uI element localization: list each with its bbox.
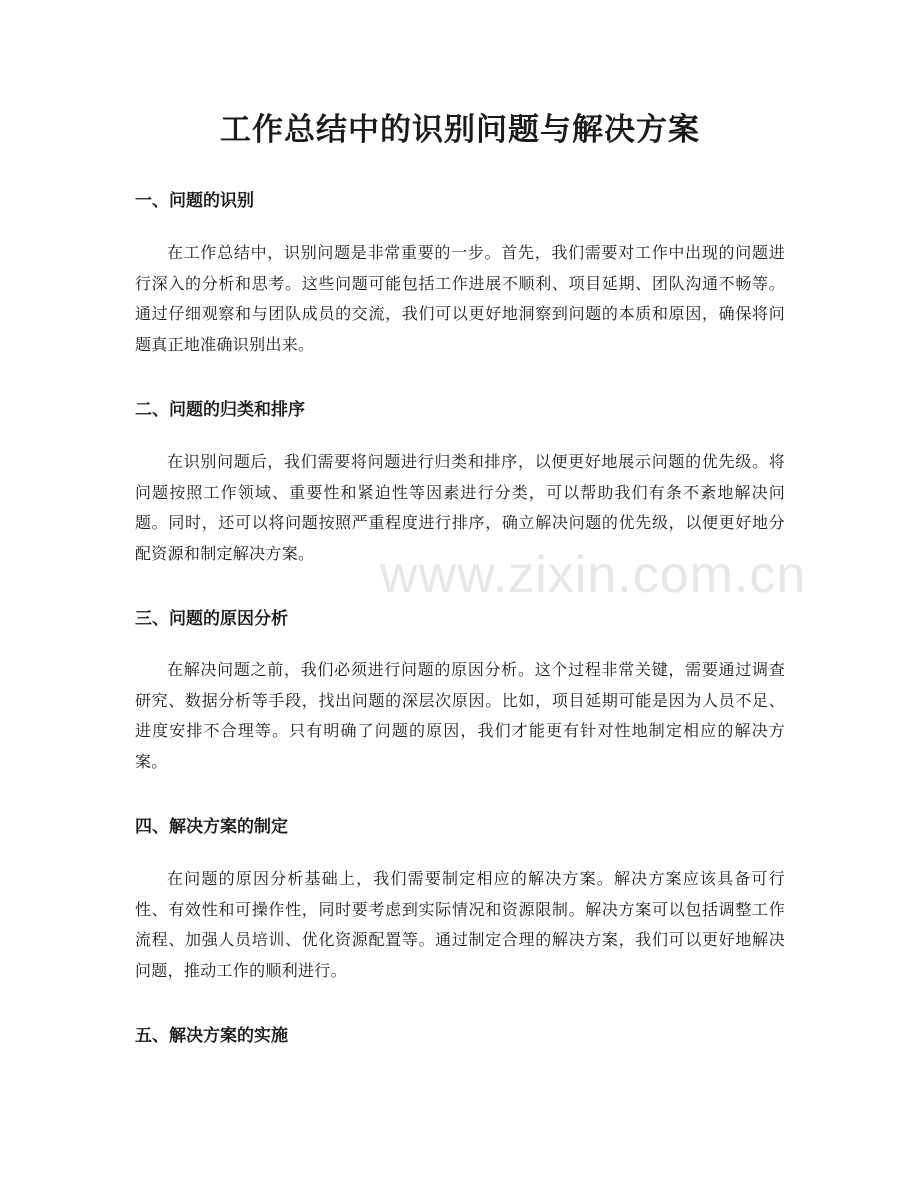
section-heading-1: 一、问题的识别 xyxy=(135,191,254,211)
section-heading-2: 二、问题的归类和排序 xyxy=(135,400,305,420)
section-heading-4: 四、解决方案的制定 xyxy=(135,817,288,837)
section-paragraph-4: 在问题的原因分析基础上，我们需要制定相应的解决方案。解决方案应该具备可行性、有效性和可操作性，同时要考虑到实际情况和资源限制。解决方案可以包括调整工作流程、加强人员培训、优化资源配置等。通过制定合理的解决方案，我们可以更好地解决问题，推动工作的顺利进行。 xyxy=(135,869,785,980)
section-heading-3: 三、问题的原因分析 xyxy=(135,609,288,629)
document-title: 工作总结中的识别问题与解决方案 xyxy=(220,112,700,148)
watermark: www.zixin.com.cn xyxy=(380,546,807,604)
section-paragraph-1: 在工作总结中，识别问题是非常重要的一步。首先，我们需要对工作中出现的问题进行深入的分析和思考。这些问题可能包括工作进展不顺利、项目延期、团队沟通不畅等。通过仔细观察和与团队成员的交流，我们可以更好地洞察到问题的本质和原因，确保将问题真正地准确识别出来。 xyxy=(135,243,785,354)
section-heading-5: 五、解决方案的实施 xyxy=(135,1026,288,1046)
section-paragraph-2: 在识别问题后，我们需要将问题进行归类和排序，以便更好地展示问题的优先级。将问题按照工作领域、重要性和紧迫性等因素进行分类，可以帮助我们有条不紊地解决问题。同时，还可以将问题按照严重程度进行排序，确立解决问题的优先级，以便更好地分配资源和制定解决方案。 xyxy=(135,452,785,563)
section-paragraph-3: 在解决问题之前，我们必须进行问题的原因分析。这个过程非常关键，需要通过调查研究、数据分析等手段，找出问题的深层次原因。比如，项目延期可能是因为人员不足、进度安排不合理等。只有明确了问题的原因，我们才能更有针对性地制定相应的解决方案。 xyxy=(135,660,785,771)
